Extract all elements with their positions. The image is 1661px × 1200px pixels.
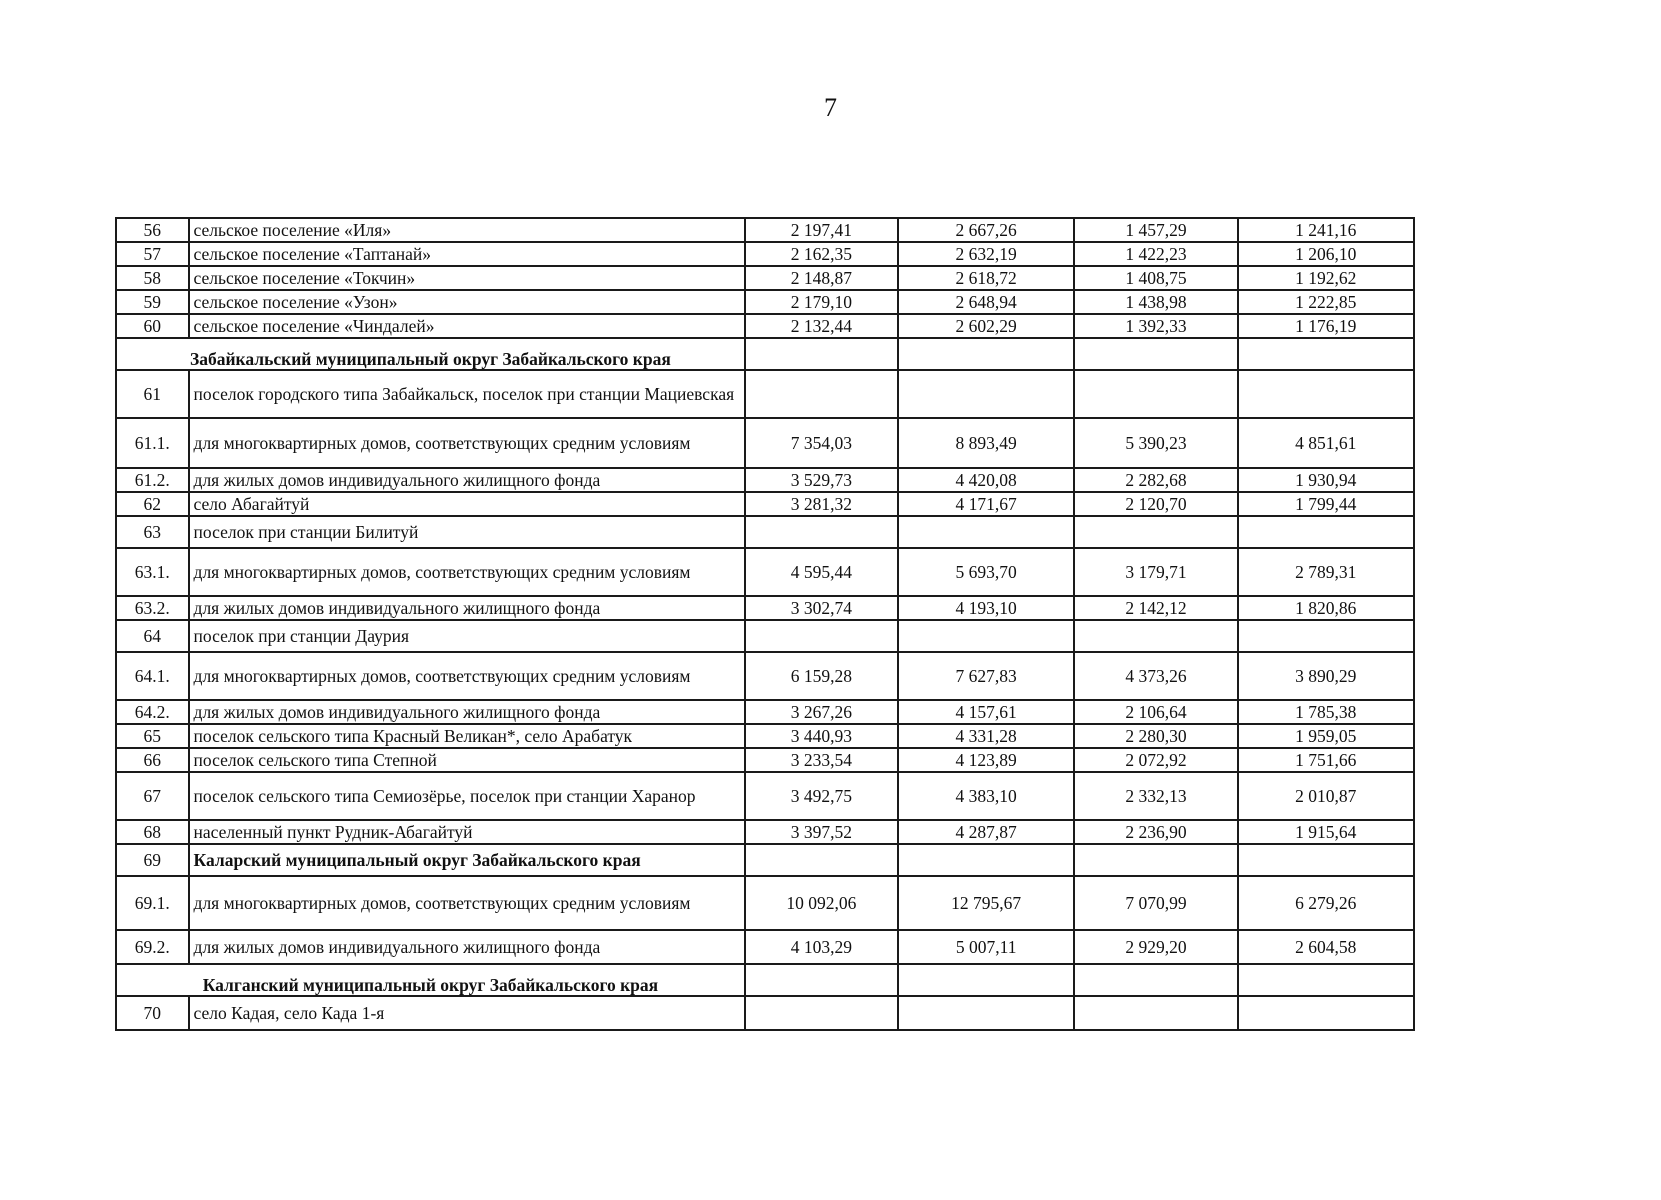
- value-cell: 7 354,03: [745, 418, 898, 468]
- value-cell: 3 267,26: [745, 700, 898, 724]
- value-cell: 2 280,30: [1074, 724, 1237, 748]
- value-cell: [1238, 338, 1414, 370]
- settlement-name: для жилых домов индивидуального жилищного фонда: [189, 596, 745, 620]
- value-cell: 2 602,29: [898, 314, 1074, 338]
- value-cell: 1 192,62: [1238, 266, 1414, 290]
- table-row: [116, 516, 1414, 548]
- row-number: 63.1.: [116, 548, 189, 596]
- settlement-name: поселок при станции Билитуй: [189, 516, 745, 548]
- section-title: Забайкальский муниципальный округ Забайкальского края: [116, 338, 745, 370]
- value-cell: 2 010,87: [1238, 772, 1414, 820]
- table-row: [116, 596, 1414, 620]
- row-number: 61: [116, 370, 189, 418]
- row-number: 63.2.: [116, 596, 189, 620]
- row-number: 70: [116, 996, 189, 1030]
- value-cell: 5 693,70: [898, 548, 1074, 596]
- value-cell: [898, 516, 1074, 548]
- value-cell: 1 422,23: [1074, 242, 1237, 266]
- table-row: [116, 652, 1414, 700]
- value-cell: [745, 370, 898, 418]
- settlement-name: для жилых домов индивидуального жилищного фонда: [189, 468, 745, 492]
- value-cell: 4 373,26: [1074, 652, 1237, 700]
- value-cell: 2 132,44: [745, 314, 898, 338]
- value-cell: 2 179,10: [745, 290, 898, 314]
- settlement-name: село Абагайтуй: [189, 492, 745, 516]
- value-cell: [1074, 370, 1237, 418]
- value-cell: [898, 620, 1074, 652]
- value-cell: 3 302,74: [745, 596, 898, 620]
- table-row: [116, 620, 1414, 652]
- value-cell: 12 795,67: [898, 876, 1074, 930]
- value-cell: [745, 964, 898, 996]
- row-number: 56: [116, 218, 189, 242]
- settlement-name: сельское поселение «Токчин»: [189, 266, 745, 290]
- table-row: [116, 772, 1414, 820]
- value-cell: 1 457,29: [1074, 218, 1237, 242]
- row-number: 63: [116, 516, 189, 548]
- settlement-name: поселок сельского типа Степной: [189, 748, 745, 772]
- value-cell: 2 618,72: [898, 266, 1074, 290]
- settlement-name: сельское поселение «Иля»: [189, 218, 745, 242]
- value-cell: 7 070,99: [1074, 876, 1237, 930]
- table-row: [116, 242, 1414, 266]
- value-cell: 3 890,29: [1238, 652, 1414, 700]
- value-cell: 4 595,44: [745, 548, 898, 596]
- table-row: [116, 418, 1414, 468]
- tariff-table-body: [116, 218, 1414, 1030]
- row-number: 58: [116, 266, 189, 290]
- value-cell: [1238, 964, 1414, 996]
- value-cell: 4 123,89: [898, 748, 1074, 772]
- table-row: [116, 314, 1414, 338]
- settlement-name: Каларский муниципальный округ Забайкальского края: [189, 844, 745, 876]
- value-cell: 5 390,23: [1074, 418, 1237, 468]
- value-cell: 1 959,05: [1238, 724, 1414, 748]
- value-cell: 6 159,28: [745, 652, 898, 700]
- value-cell: 10 092,06: [745, 876, 898, 930]
- value-cell: 8 893,49: [898, 418, 1074, 468]
- settlement-name: поселок при станции Даурия: [189, 620, 745, 652]
- value-cell: [1238, 620, 1414, 652]
- value-cell: [1074, 996, 1237, 1030]
- value-cell: [745, 844, 898, 876]
- settlement-name: для жилых домов индивидуального жилищного фонда: [189, 700, 745, 724]
- table-row: [116, 266, 1414, 290]
- table-row: [116, 748, 1414, 772]
- table-row: [116, 218, 1414, 242]
- value-cell: 4 193,10: [898, 596, 1074, 620]
- section-row: [116, 964, 1414, 996]
- value-cell: 4 287,87: [898, 820, 1074, 844]
- value-cell: [745, 516, 898, 548]
- table-row: [116, 468, 1414, 492]
- value-cell: [1238, 516, 1414, 548]
- value-cell: 1 222,85: [1238, 290, 1414, 314]
- value-cell: 2 667,26: [898, 218, 1074, 242]
- settlement-name: для многоквартирных домов, соответствующих средним условиям: [189, 876, 745, 930]
- row-number: 69.2.: [116, 930, 189, 964]
- value-cell: 2 604,58: [1238, 930, 1414, 964]
- settlement-name: для многоквартирных домов, соответствующих средним условиям: [189, 548, 745, 596]
- value-cell: 5 007,11: [898, 930, 1074, 964]
- table-row: [116, 844, 1414, 876]
- section-title: Калганский муниципальный округ Забайкальского края: [116, 964, 745, 996]
- value-cell: 4 103,29: [745, 930, 898, 964]
- value-cell: [1238, 844, 1414, 876]
- settlement-name: для многоквартирных домов, соответствующих средним условиям: [189, 652, 745, 700]
- row-number: 66: [116, 748, 189, 772]
- value-cell: 3 179,71: [1074, 548, 1237, 596]
- value-cell: 7 627,83: [898, 652, 1074, 700]
- value-cell: 1 408,75: [1074, 266, 1237, 290]
- row-number: 64: [116, 620, 189, 652]
- value-cell: 2 162,35: [745, 242, 898, 266]
- value-cell: 1 915,64: [1238, 820, 1414, 844]
- table-row: [116, 700, 1414, 724]
- value-cell: 1 785,38: [1238, 700, 1414, 724]
- section-row: [116, 338, 1414, 370]
- value-cell: 1 206,10: [1238, 242, 1414, 266]
- value-cell: [745, 338, 898, 370]
- table-row: [116, 996, 1414, 1030]
- page-number: 7: [824, 93, 837, 122]
- value-cell: 6 279,26: [1238, 876, 1414, 930]
- settlement-name: поселок городского типа Забайкальск, поселок при станции Мациевская: [189, 370, 745, 418]
- table-row: [116, 370, 1414, 418]
- row-number: 64.1.: [116, 652, 189, 700]
- value-cell: 1 241,16: [1238, 218, 1414, 242]
- value-cell: 1 392,33: [1074, 314, 1237, 338]
- settlement-name: сельское поселение «Узон»: [189, 290, 745, 314]
- value-cell: 3 233,54: [745, 748, 898, 772]
- row-number: 69.1.: [116, 876, 189, 930]
- value-cell: [1074, 844, 1237, 876]
- value-cell: 2 072,92: [1074, 748, 1237, 772]
- table-row: [116, 290, 1414, 314]
- value-cell: [1074, 516, 1237, 548]
- row-number: 69: [116, 844, 189, 876]
- value-cell: [898, 844, 1074, 876]
- value-cell: [898, 370, 1074, 418]
- row-number: 57: [116, 242, 189, 266]
- value-cell: 1 176,19: [1238, 314, 1414, 338]
- row-number: 67: [116, 772, 189, 820]
- value-cell: 2 142,12: [1074, 596, 1237, 620]
- value-cell: [745, 620, 898, 652]
- value-cell: [745, 996, 898, 1030]
- settlement-name: село Кадая, село Када 1-я: [189, 996, 745, 1030]
- value-cell: 3 492,75: [745, 772, 898, 820]
- settlement-name: сельское поселение «Чиндалей»: [189, 314, 745, 338]
- settlement-name: сельское поселение «Таптанай»: [189, 242, 745, 266]
- value-cell: 2 236,90: [1074, 820, 1237, 844]
- value-cell: [1074, 620, 1237, 652]
- value-cell: 4 851,61: [1238, 418, 1414, 468]
- value-cell: 4 383,10: [898, 772, 1074, 820]
- row-number: 62: [116, 492, 189, 516]
- value-cell: [1074, 338, 1237, 370]
- row-number: 59: [116, 290, 189, 314]
- value-cell: 2 106,64: [1074, 700, 1237, 724]
- value-cell: 3 397,52: [745, 820, 898, 844]
- value-cell: 2 148,87: [745, 266, 898, 290]
- table-row: [116, 548, 1414, 596]
- table-row: [116, 724, 1414, 748]
- value-cell: 4 331,28: [898, 724, 1074, 748]
- value-cell: 2 632,19: [898, 242, 1074, 266]
- row-number: 64.2.: [116, 700, 189, 724]
- value-cell: 3 529,73: [745, 468, 898, 492]
- settlement-name: для жилых домов индивидуального жилищного фонда: [189, 930, 745, 964]
- value-cell: 1 799,44: [1238, 492, 1414, 516]
- value-cell: 2 282,68: [1074, 468, 1237, 492]
- value-cell: 2 332,13: [1074, 772, 1237, 820]
- value-cell: 3 281,32: [745, 492, 898, 516]
- value-cell: 2 789,31: [1238, 548, 1414, 596]
- value-cell: [1238, 996, 1414, 1030]
- tariff-table: [115, 217, 1415, 1031]
- value-cell: [898, 964, 1074, 996]
- settlement-name: поселок сельского типа Красный Великан*, село Арабатук: [189, 724, 745, 748]
- value-cell: [1074, 964, 1237, 996]
- value-cell: 4 171,67: [898, 492, 1074, 516]
- value-cell: 4 157,61: [898, 700, 1074, 724]
- settlement-name: для многоквартирных домов, соответствующих средним условиям: [189, 418, 745, 468]
- row-number: 60: [116, 314, 189, 338]
- value-cell: 2 929,20: [1074, 930, 1237, 964]
- table-row: [116, 876, 1414, 930]
- value-cell: [898, 996, 1074, 1030]
- value-cell: 1 438,98: [1074, 290, 1237, 314]
- settlement-name: населенный пункт Рудник-Абагайтуй: [189, 820, 745, 844]
- value-cell: 3 440,93: [745, 724, 898, 748]
- settlement-name: поселок сельского типа Семиозёрье, поселок при станции Харанор: [189, 772, 745, 820]
- table-row: [116, 492, 1414, 516]
- value-cell: 1 930,94: [1238, 468, 1414, 492]
- value-cell: 1 751,66: [1238, 748, 1414, 772]
- value-cell: [1238, 370, 1414, 418]
- row-number: 61.2.: [116, 468, 189, 492]
- value-cell: 1 820,86: [1238, 596, 1414, 620]
- row-number: 61.1.: [116, 418, 189, 468]
- row-number: 68: [116, 820, 189, 844]
- table-row: [116, 930, 1414, 964]
- value-cell: [898, 338, 1074, 370]
- table-row: [116, 820, 1414, 844]
- value-cell: 2 120,70: [1074, 492, 1237, 516]
- value-cell: 2 197,41: [745, 218, 898, 242]
- value-cell: 2 648,94: [898, 290, 1074, 314]
- row-number: 65: [116, 724, 189, 748]
- value-cell: 4 420,08: [898, 468, 1074, 492]
